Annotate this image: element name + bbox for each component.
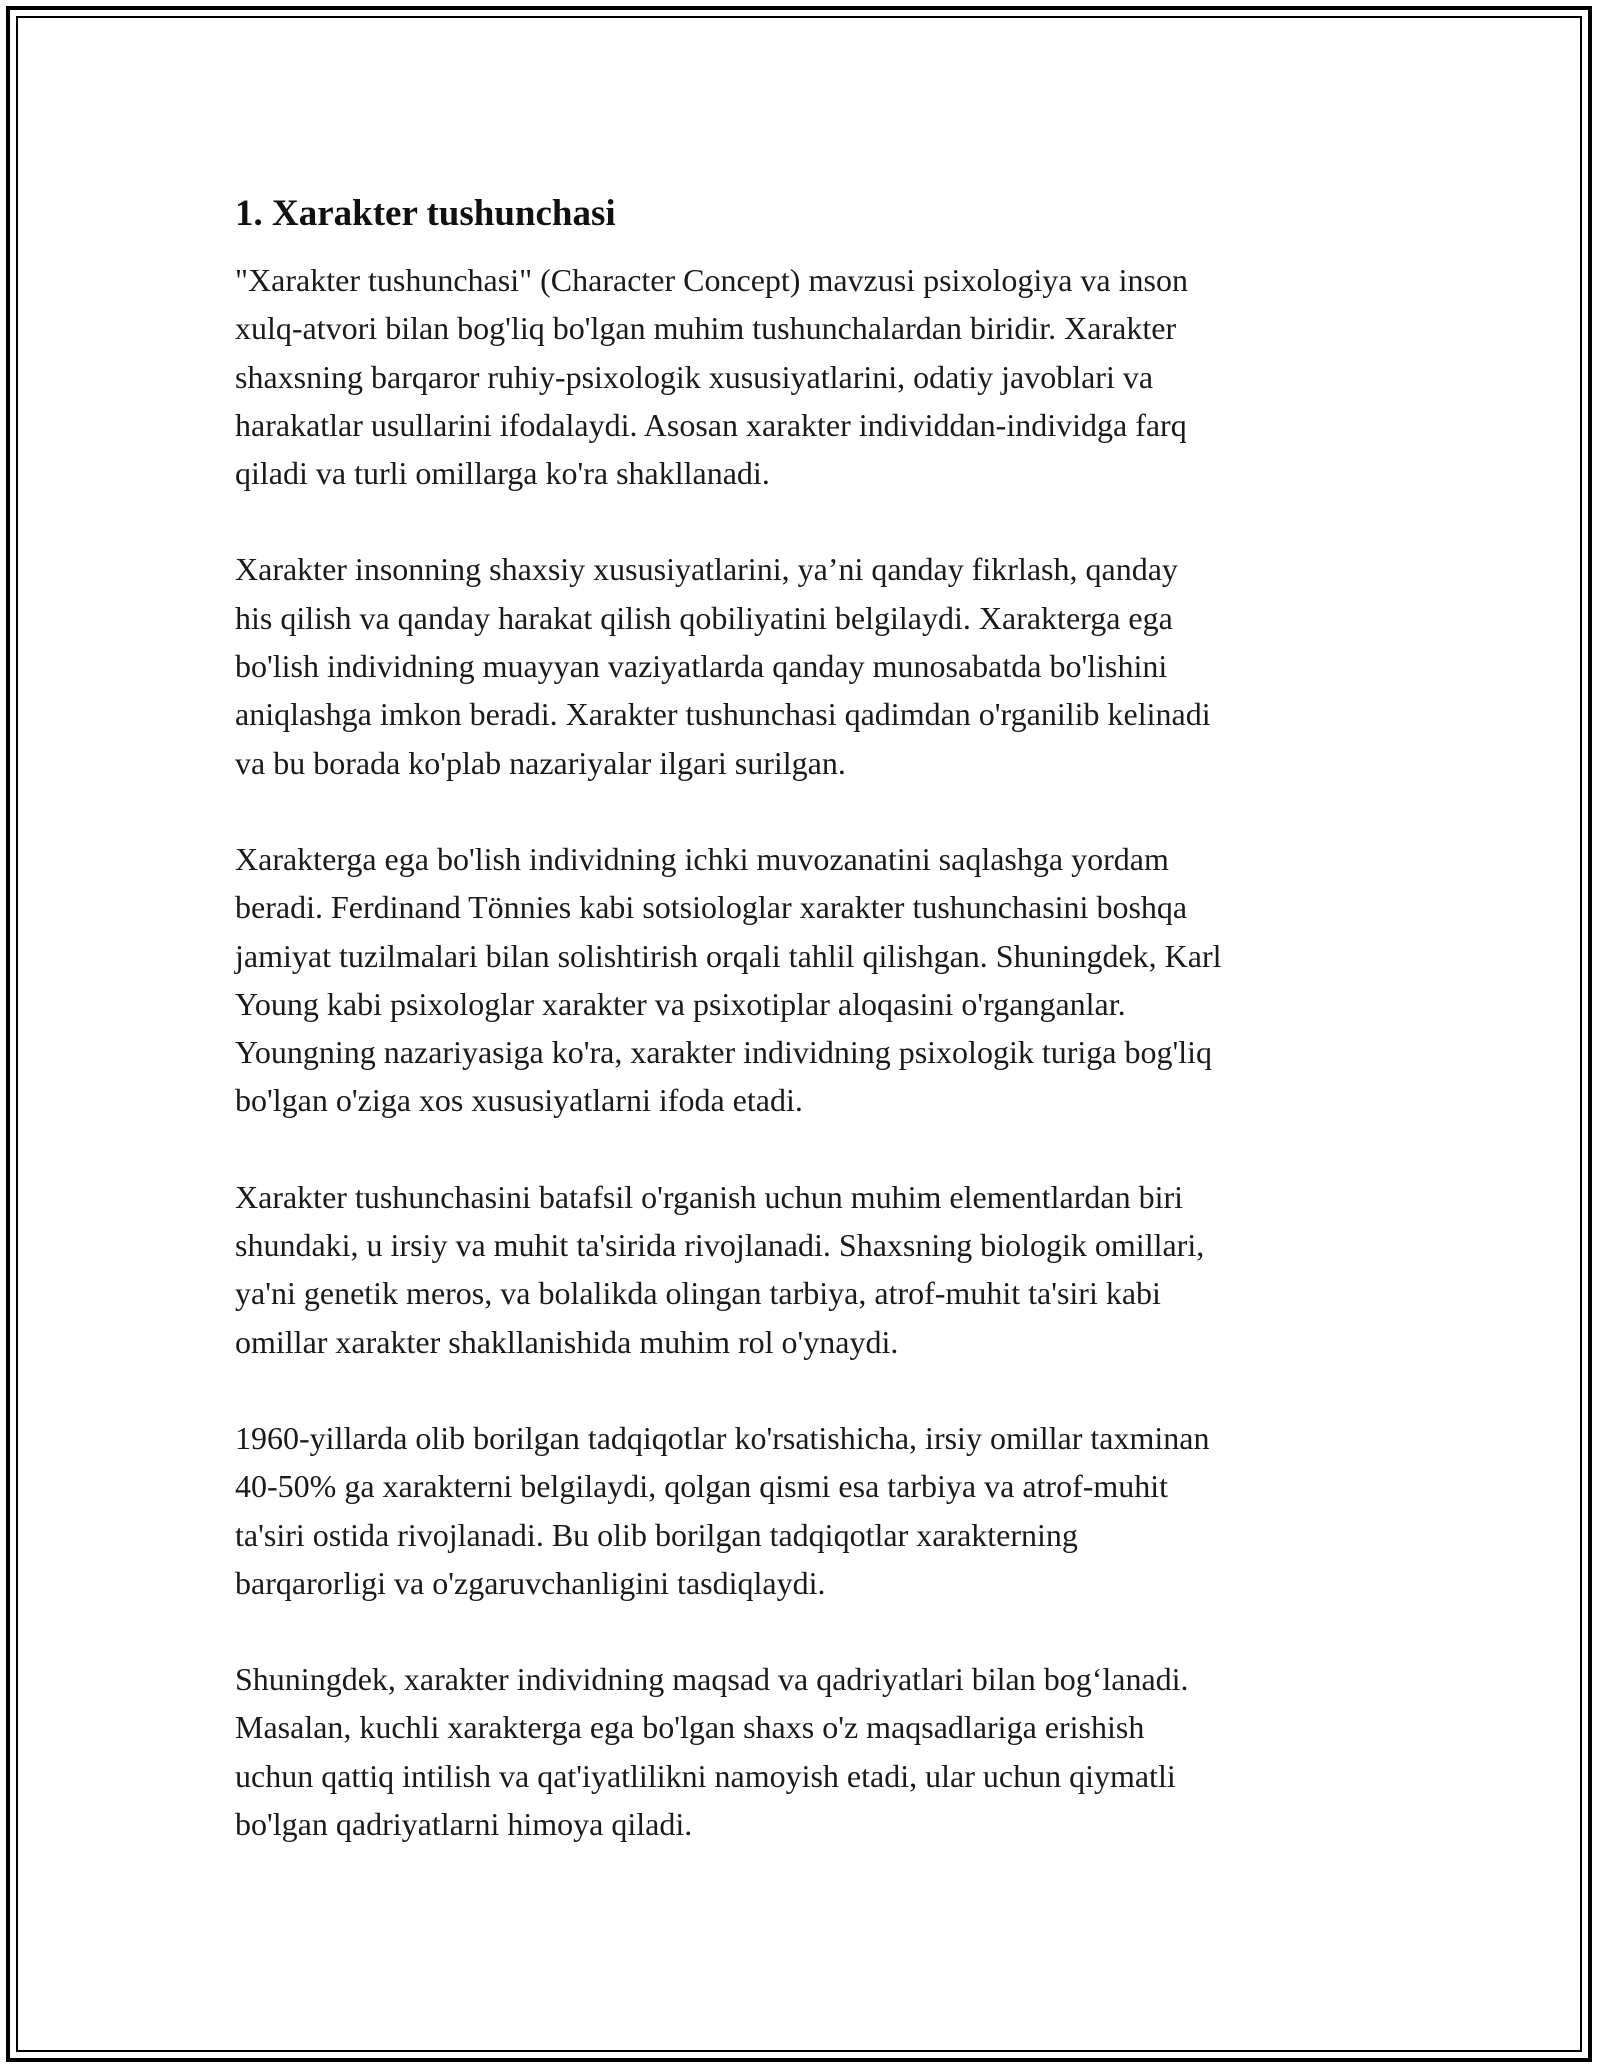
text-line: harakatlar usullarini ifodalaydi. Asosan xarakter individdan-individga farq bbox=[235, 406, 1187, 443]
paragraph bbox=[235, 1173, 1385, 1366]
text-line: his qilish va qanday harakat qilish qobiliyatini belgilaydi. Xarakterga ega bbox=[235, 599, 1173, 636]
text-line: "Xarakter tushunchasi" (Character Concept) mavzusi psixologiya va inson bbox=[235, 262, 1188, 298]
paragraph bbox=[235, 1655, 1385, 1848]
text-line: aniqlashga imkon beradi. Xarakter tushunchasi qadimdan o'rganilib kelinadi bbox=[235, 696, 1211, 733]
text-line: jamiyat tuzilmalari bilan solishtirish orqali tahlil qilishgan. Shuningdek, Karl bbox=[235, 937, 1222, 974]
text-line: ya'ni genetik meros, va bolalikda olingan tarbiya, atrof-muhit ta'siri kabi bbox=[235, 1275, 1161, 1312]
text-line: ta'siri ostida rivojlanadi. Bu olib borilgan tadqiqotlar xarakterning bbox=[235, 1516, 1078, 1553]
paragraph bbox=[235, 1414, 1385, 1607]
text-line: uchun qattiq intilish va qat'iyatlilikni namoyish etadi, ular uchun qiymatli bbox=[235, 1757, 1176, 1794]
text-line: xulq-atvori bilan bog'liq bo'lgan muhim tushunchalardan biridir. Xarakter bbox=[235, 310, 1177, 347]
text-line: omillar xarakter shakllanishida muhim rol o'ynaydi. bbox=[235, 1323, 899, 1360]
paragraph bbox=[235, 545, 1385, 786]
paragraph bbox=[235, 835, 1385, 1125]
text-line: Xarakter tushunchasini batafsil o'rganish uchun muhim elementlardan biri bbox=[235, 1178, 1184, 1215]
text-line: va bu borada ko'plab nazariyalar ilgari surilgan. bbox=[235, 744, 846, 781]
paragraph-list bbox=[235, 256, 1385, 1848]
text-line: bo'lish individning muayyan vaziyatlarda qanday munosabatda bo'lishini bbox=[235, 648, 1168, 685]
section-heading: 1. Xarakter tushunchasi bbox=[235, 193, 616, 234]
text-line: beradi. Ferdinand Tönnies kabi sotsiologlar xarakter tushunchasini boshqa bbox=[235, 889, 1188, 926]
paragraph bbox=[235, 256, 1385, 497]
text-line: Masalan, kuchli xarakterga ega bo'lgan shaxs o'z maqsadlariga erishish bbox=[235, 1709, 1145, 1746]
text-line: barqarorligi va o'zgaruvchanligini tasdiqlaydi. bbox=[235, 1564, 826, 1601]
text-line: bo'lgan o'ziga xos xususiyatlarni ifoda etadi. bbox=[235, 1082, 803, 1119]
text-line: Youngning nazariyasiga ko'ra, xarakter individning psixologik turiga bog'liq bbox=[235, 1034, 1213, 1071]
text-line: 40-50% ga xarakterni belgilaydi, qolgan qismi esa tarbiya va atrof-muhit bbox=[235, 1468, 1169, 1505]
text-line: Xarakterga ega bo'lish individning ichki muvozanatini saqlashga yordam bbox=[235, 840, 1169, 877]
text-line: qiladi va turli omillarga ko'ra shakllanadi. bbox=[235, 455, 770, 492]
text-line: bo'lgan qadriyatlarni himoya qiladi. bbox=[235, 1806, 693, 1843]
text-line: Young kabi psixologlar xarakter va psixotiplar aloqasini o'rganganlar. bbox=[235, 985, 1126, 1022]
text-line: Shuningdek, xarakter individning maqsad va qadriyatlari bilan bog‘lanadi. bbox=[235, 1661, 1189, 1698]
text-line: shaxsning barqaror ruhiy-psixologik xususiyatlarini, odatiy javoblari va bbox=[235, 358, 1154, 395]
document-content bbox=[235, 186, 1385, 1896]
text-line: Xarakter insonning shaxsiy xususiyatlarini, ya’ni qanday fikrlash, qanday bbox=[235, 551, 1178, 588]
text-line: 1960-yillarda olib borilgan tadqiqotlar ko'rsatishicha, irsiy omillar taxminan bbox=[235, 1419, 1210, 1456]
text-line: shundaki, u irsiy va muhit ta'sirida rivojlanadi. Shaxsning biologik omillari, bbox=[235, 1227, 1205, 1264]
